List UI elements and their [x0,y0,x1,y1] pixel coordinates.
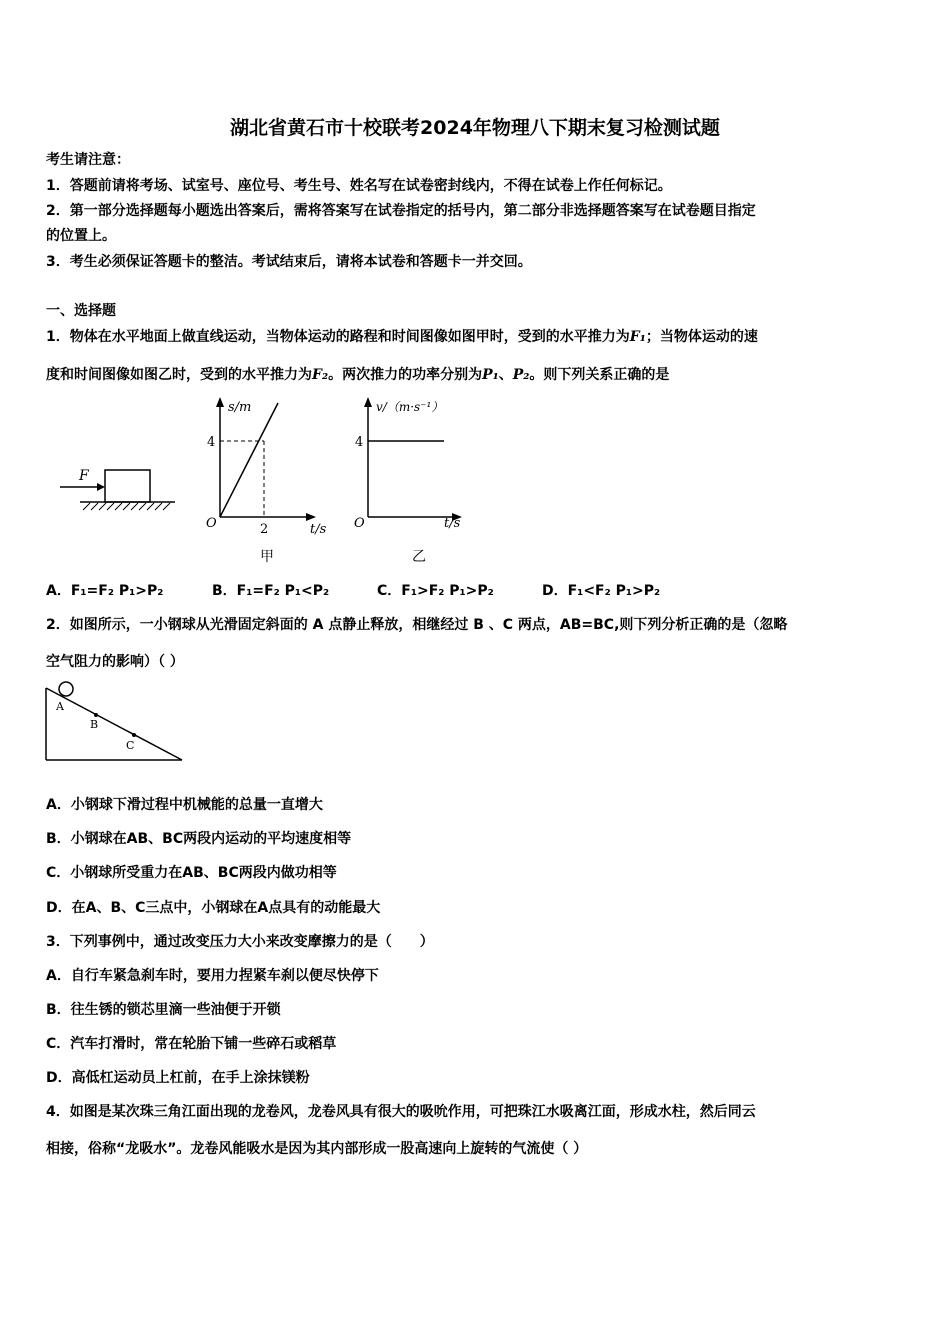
steel-ball [59,682,73,696]
q3-stem: 3．下列事例中，通过改变压力大小来改变摩擦力的是（ ） [46,934,434,950]
jia-x-tick: 2 [260,522,269,537]
symbol-P2: P₂ [512,367,530,383]
page-title: 湖北省黄石市十校联考2024年物理八下期末复习检测试题 [230,117,720,139]
q2-stem-line1: 2．如图所示，一小钢球从光滑固定斜面的 A 点静止释放，相继经过 B 、C 两点，AB=BC,则下列分析正确的是（忽略 [46,617,788,633]
notice-item-2: 2．第一部分选择题每小题选出答案后，需将答案写在试卷指定的括号内，第二部分非选择题答案写在试卷题目指定 [46,203,756,219]
q3-option-b: B．往生锈的锁芯里滴一些油便于开锁 [46,1002,281,1018]
yi-y-tick: 4 [355,435,364,450]
notice-item-3: 3．考生必须保证答题卡的整洁。考试结束后，请将本试卷和答题卡一并交回。 [46,254,532,270]
notice-item-1: 1．答题前请将考场、试室号、座位号、考生号、姓名写在试卷密封线内，不得在试卷上作任何标记。 [46,178,672,194]
jia-s-t-line [220,403,278,517]
yi-y-label: v/（m·s⁻¹） [376,400,444,414]
q1-stem-line2: 度和时间图像如图乙时，受到的水平推力为F₂。两次推力的功率分别为P₁、P₂。则下列关系正确的是 [46,367,670,383]
q1-stem-line1: 1．物体在水平地面上做直线运动，当物体运动的路程和时间图像如图甲时，受到的水平推力为F₁；当物体运动的速 [46,329,758,345]
q1-option-d: D．F₁<F₂ P₁>P₂ [542,583,661,599]
section-heading: 一、选择题 [46,303,116,319]
force-label: F [79,468,89,484]
jia-caption: 甲 [260,549,274,565]
point-a-label: A [56,700,64,713]
notice-heading: 考生请注意： [46,152,130,168]
point-b-label: B [90,718,99,731]
q2-option-b: B．小钢球在AB、BC两段内运动的平均速度相等 [46,831,352,847]
q2-option-d: D．在A、B、C三点中，小钢球在A点具有的动能最大 [46,900,381,916]
jia-origin: O [206,516,217,531]
q2-stem-line2: 空气阻力的影响）（ ） [46,654,184,670]
incline-slope [46,688,182,760]
q4-stem-line2: 相接，俗称“龙吸水”。龙卷风能吸水是因为其内部形成一股高速向上旋转的气流使（ ） [46,1141,588,1157]
block-force-figure [55,460,180,520]
incline-figure [44,680,186,765]
notice-item-2-cont: 的位置上。 [46,228,116,244]
q2-option-c: C．小钢球所受重力在AB、BC两段内做功相等 [46,865,337,881]
jia-y-label: s/m [228,400,252,415]
q4-stem-line1: 4．如图是某次珠三角江面出现的龙卷风，龙卷风具有很大的吸吮作用，可把珠江水吸离江面，形成水柱，然后同云 [46,1104,756,1120]
yi-x-label: t/s [444,516,461,531]
yi-origin: O [354,516,365,531]
q3-option-c: C．汽车打滑时，常在轮胎下铺一些碎石或稻草 [46,1036,337,1052]
symbol-F1: F₁ [629,329,646,345]
block-shape [105,470,150,502]
yi-caption: 乙 [412,549,426,565]
symbol-P1: P₁ [482,367,499,383]
graph-yi [348,395,478,570]
q1-option-c: C．F₁>F₂ P₁>P₂ [377,583,494,599]
q1-option-b: B．F₁=F₂ P₁<P₂ [212,583,330,599]
q2-option-a: A．小钢球下滑过程中机械能的总量一直增大 [46,797,323,813]
jia-x-label: t/s [310,522,327,537]
q1-option-a: A．F₁=F₂ P₁>P₂ [46,583,164,599]
symbol-F2: F₂ [312,367,329,383]
graph-jia [200,395,335,570]
q3-option-a: A．自行车紧急刹车时，要用力捏紧车刹以便尽快停下 [46,968,379,984]
point-c-label: C [126,739,135,752]
jia-y-tick: 4 [207,435,216,450]
q3-option-d: D．高低杠运动员上杠前，在手上涂抹镁粉 [46,1070,310,1086]
